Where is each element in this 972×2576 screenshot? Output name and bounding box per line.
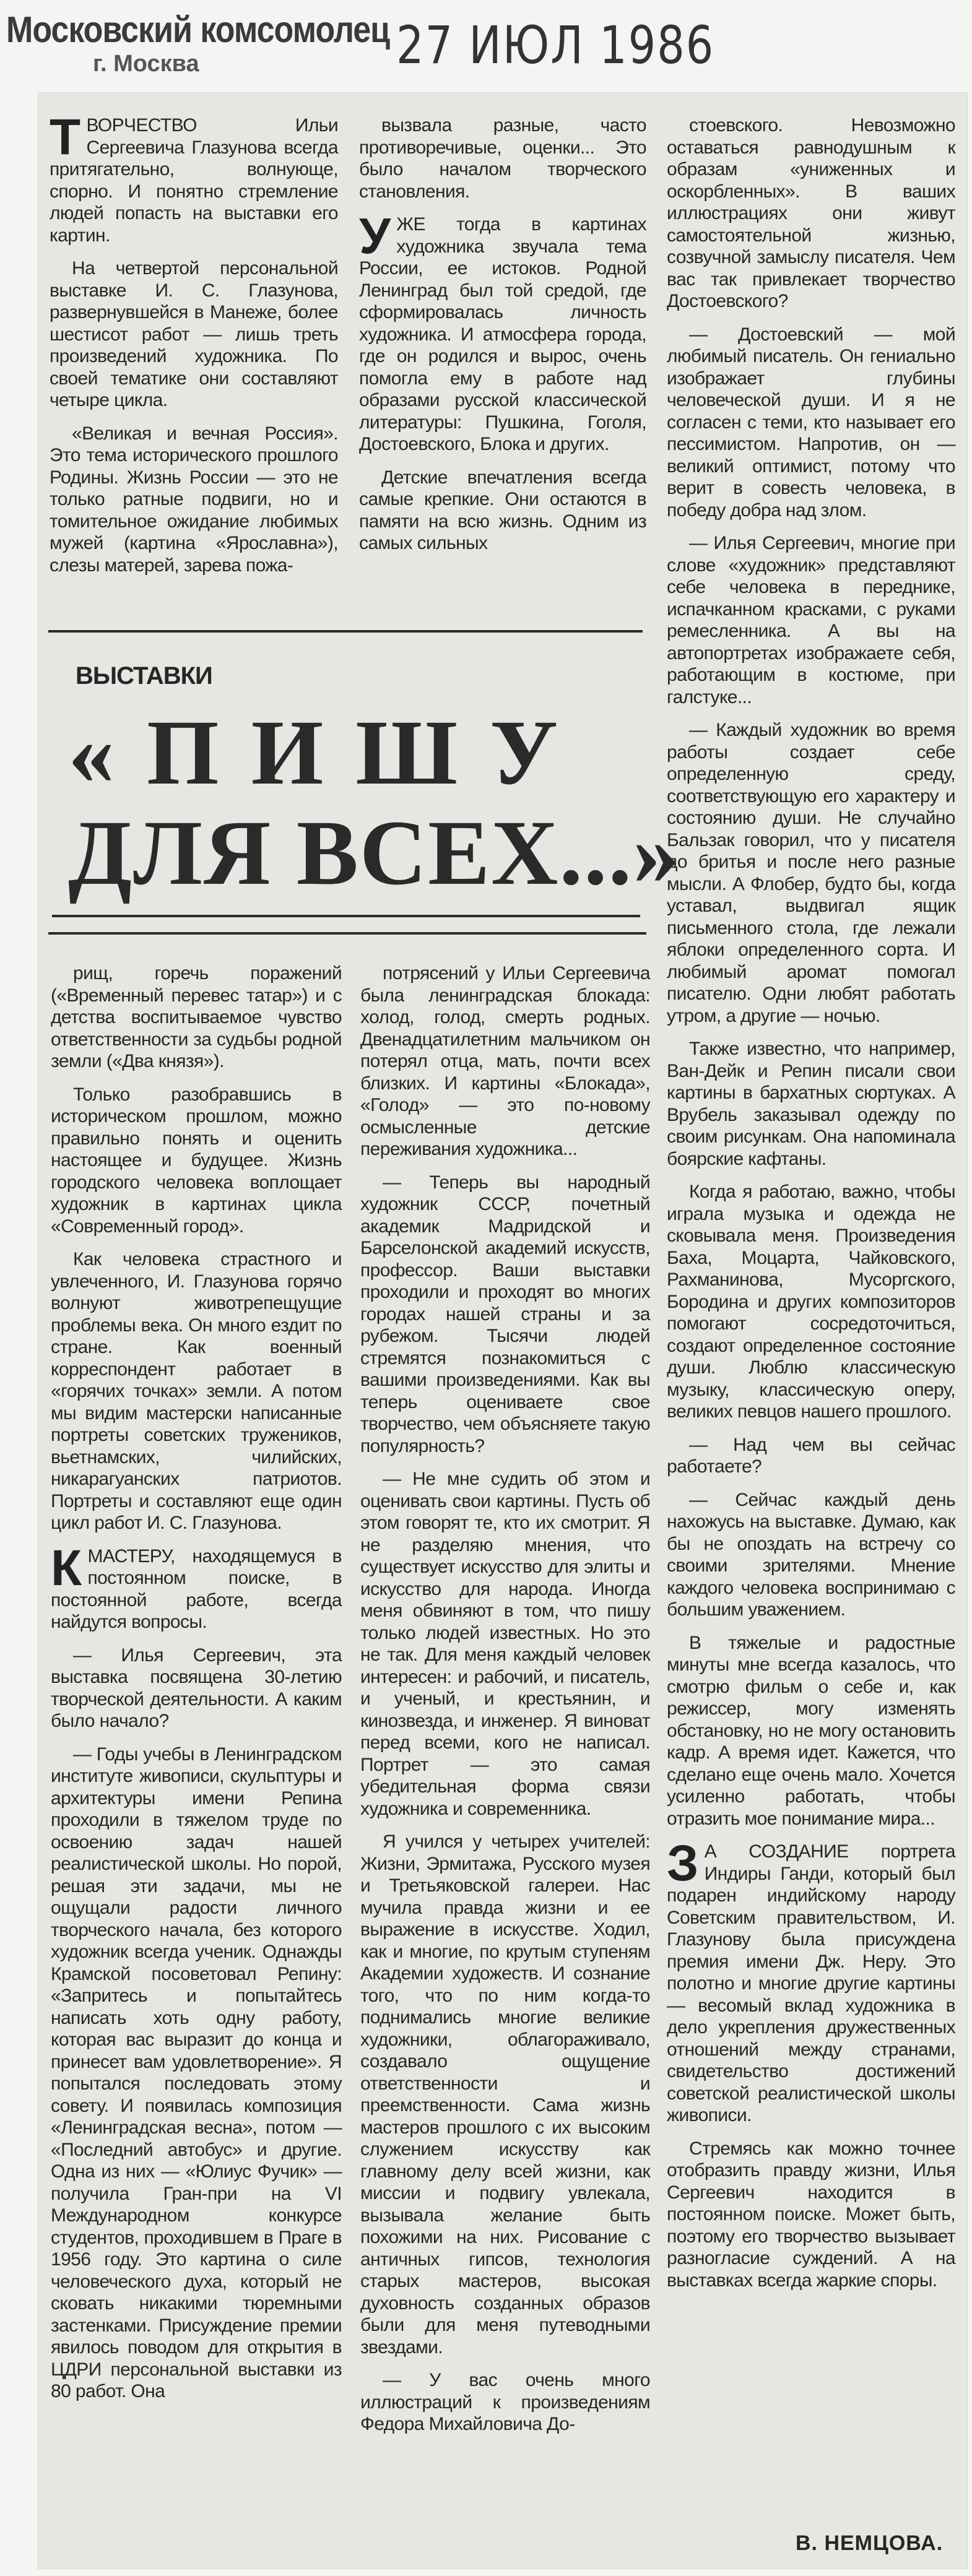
paragraph-text: Детские впечатления всегда самые крепкие. Они остаются в памяти на всю жизнь. Одним из самых сильных [359, 467, 646, 553]
article-paragraph [667, 1489, 955, 1621]
paragraph-text: На четвертой персональной выставке И. С. Глазунова, развернувшейся в Манеже, более шестисот работ — лишь треть произведений художника. По своей тематике они составляют четыре цикла. [50, 258, 338, 410]
section-rubric: ВЫСТАВКИ [76, 662, 212, 689]
article-paragraph [360, 1468, 650, 1820]
date-stamp: 27 ИЮЛ 1986 [396, 15, 715, 76]
article-paragraph [359, 115, 646, 202]
paragraph-text: «Великая и вечная Россия». Это тема исторического прошлого Родины. Жизнь России — это не только ратные подвиги, но и томительное ожидание любимых мужей (картина «Ярославна»), слезы матерей, зарева пожа- [50, 423, 338, 576]
paragraph-text: Также известно, что например, Ван-Дейк и Репин писали свои картины в бархатных сюртуках. А Врубель заказывал одежду по своим рисункам. Она напоминала боярские кафтаны. [667, 1039, 955, 1169]
article-paragraph [51, 1084, 342, 1238]
column-2-top [359, 115, 646, 566]
paragraph-text: — Не мне судить об этом и оценивать свои картины. Пусть об этом говорят те, кто их смотрит. Я не разделяю мнения, что существует искусство для элиты и искусство для народа. Иногда меня обвиняют в том, что пишу только людей известных. Но это не так. Для меня каждый человек интересен: и рабочий, и писатель, и ученый, и крестьянин, и кинозвезда, и инженер. Я виноват перед всеми, кого не написал. Портрет — это самая убедительная форма связи художника и современника. [360, 1469, 650, 1819]
paragraph-text: — Илья Сергеевич, эта выставка посвящена 30-летию творческой деятельности. А каким было начало? [51, 1645, 342, 1731]
article-paragraph [667, 115, 955, 313]
drop-cap: К [51, 1539, 82, 1596]
column-1-top [50, 109, 338, 587]
article-paragraph [667, 2138, 955, 2292]
article-paragraph [360, 962, 650, 1160]
article-paragraph [667, 1835, 955, 2127]
paragraph-text: — Над чем вы сейчас работаете? [667, 1434, 955, 1477]
article-paragraph [51, 1539, 342, 1633]
article-paragraph [51, 962, 342, 1073]
article-paragraph [359, 208, 646, 456]
paragraph-text: — Сейчас каждый день нахожусь на выставке. Думаю, как бы не опоздать на встречу со своими зрителями. Мнение каждого человека воспринимаю с большим уважением. [667, 1489, 955, 1620]
article-paragraph [667, 1632, 955, 1830]
column-2-bottom [360, 962, 650, 2447]
article-paragraph [51, 1248, 342, 1534]
article-paragraph [51, 1645, 342, 1732]
paragraph-text: — Годы учебы в Ленинградском институте живописи, скульптуры и архитектуры имени Репина проходили в тяжелом труде по освоению задач нашей реалистической школы. Но порой, решая эти задачи, мы не ощущали радости личного творческого начала, без которого художник всегда ученик. Однажды Крамской посоветовал Репину: «Запритесь и попытайтесь написать хоть одну работу, которая вас выразит до конца и принесет вам удовлетворение». Я попытался последовать этому совету. И появилась композиция «Ленинградская весна», потом — «Последний автобус» и другие. Одна из них — «Юлиус Фучик» — получила Гран-при на VI Международном конкурсе студентов, проходившем в Праге в 1956 году. Это картина о силе человеческого духа, который не сковать никакими тюремными застенками. Присуждение премии явилось поводом для открытия в ЦДРИ персональной выставки из 80 работ. Она [51, 1744, 342, 2401]
headline-line-1: «ПИШУ [68, 701, 591, 804]
paragraph-text: рищ, горечь поражений («Временный перевес татар») и с детства воспитываемое чувство ответственности за судьбы родной земли («Два князя»). [51, 963, 342, 1071]
paragraph-text: — Каждый художник во время работы создает себе определенную среду, соответствующую его характеру и состоянию души. Не случайно Бальзак говорил, что у писателя до бритья и после него разные мысли. А Флобер, будто бы, когда уставал, выдвигал ящик письменного стола, где лежали яблоки определенного сорта. И любимый аромат помогал писателю. Одни любят работать утром, а другие — ночью. [667, 720, 955, 1026]
paragraph-text: А СОЗДАНИЕ портрета Индиры Ганди, который был подарен индийскому народу Советским правительством, И. Глазунову была присуждена премия имени Дж. Неру. Это полотно и многие другие картины — весомый вклад художника в дело укрепления дружественных отношений между странами, свидетельство достижений советской реалистической школы живописи. [667, 1841, 955, 2125]
paragraph-text: Только разобравшись в историческом прошлом, можно правильно понять и оценить настоящее и будущее. Жизнь городского человека воплощает художник в картинах цикла «Современный город». [51, 1084, 342, 1237]
paragraph-text: потрясений у Ильи Сергеевича была ленинградская блокада: холод, голод, смерть родных. Двенадцатилетним мальчиком он потерял отца, мать, почти всех близких. И картины «Блокада», «Голод» — это по-новому осмысленные детские переживания художника... [360, 963, 650, 1159]
divider-rule [48, 630, 643, 633]
article-paragraph [50, 109, 338, 246]
paragraph-text: — У вас очень много иллюстраций к произведениям Федора Михайловича До- [360, 2370, 650, 2434]
drop-cap: З [667, 1835, 698, 1891]
paragraph-text: Когда я работаю, важно, чтобы играла музыка и одежда не сковывала меня. Произведения Баха, Моцарта, Чайковского, Рахманинова, Мусоргского, Бородина и других композиторов помогают сосредоточиться, создают определенное состояние души. Люблю классическую музыку, классическую оперу, великих певцов нашего прошлого. [667, 1182, 955, 1422]
article-paragraph [667, 1038, 955, 1170]
paragraph-text: В тяжелые и радостные минуты мне всегда казалось, что смотрю фильм о себе и, как режиссер, могу изменять обстановку, но не могу остановить кадр. А время идет. Кажется, что сделано еще очень мало. Хочется усиленно работать, чтобы отразить мое понимание мира... [667, 1632, 955, 1829]
paragraph-text: стоевского. Невозможно оставаться равнодушным к образам «униженных и оскорбленных». В ваших иллюстрациях они живут самостоятельной жизнью, созвучной замыслу писателя. Чем вас так привлекает творчество Достоевского? [667, 115, 955, 311]
newspaper-masthead: Московский комсомолец [6, 9, 390, 51]
article-paragraph [667, 1181, 955, 1423]
author-signature: В. НЕМЦОВА. [796, 2531, 944, 2555]
article-paragraph [360, 1172, 650, 1458]
article-paragraph [359, 467, 646, 555]
article-paragraph [51, 1744, 342, 2403]
article-paragraph [667, 719, 955, 1027]
column-1-bottom [51, 962, 342, 2414]
article-paragraph [50, 257, 338, 412]
paragraph-text: вызвала разные, часто противоречивые, оценки... Это было началом творческого становления. [359, 115, 646, 202]
paragraph-text: — Илья Сергеевич, многие при слове «художник» представляют себе человека в переднике, испачканном красками, с руками ремесленника. А вы на автопортретах изображаете себя, работающим в костюме, при галстуке... [667, 533, 955, 707]
article-paragraph [50, 423, 338, 577]
paragraph-text: — Теперь вы народный художник СССР, почетный академик Мадридской и Барселонской академий искусств, профессор. Ваши выставки проходили и проходят во многих городах нашей страны и за рубежом. Тысячи людей стремятся познакомиться с вашими произведениями. Как вы теперь оцениваете свое творчество, чем объясняете такую популярность? [360, 1172, 650, 1456]
paragraph-text: ВОРЧЕСТВО Ильи Сергеевича Глазунова всегда притягательно, волнующе, спорно. И понятно стремление людей попасть на выставки его картин. [50, 115, 338, 246]
column-3 [667, 115, 955, 2302]
paragraph-text: Стремясь как можно точнее отобразить правду жизни, Илья Сергеевич находится в постоянном поиске. Может быть, поэтому его творчество вызывает разногласие суждений. А на выставках всегда жаркие споры. [667, 2138, 955, 2291]
article-paragraph [667, 1434, 955, 1478]
divider-rule [52, 915, 640, 917]
paragraph-text: ЖЕ тогда в картинах художника звучала тема России, ее истоков. Родной Ленинград был той средой, где сформировалась личность художника. И атмосфера города, где он родился и вырос, очень помогла ему в работе над образами русской классической литературы: Пушкина, Гоголя, Достоевского, Блока и других. [359, 214, 646, 454]
article-paragraph [360, 2369, 650, 2436]
drop-cap: Т [50, 109, 80, 165]
paragraph-text: Как человека страстного и увлеченного, И. Глазунова горячо волнуют животрепещущие проблемы века. Он много ездит по стране. Как военный корреспондент работает в «горячих точках» земли. А потом мы видим мастерски написанные портреты советских тружеников, вьетнамских, чилийских, никарагуанских патриотов. Портреты и составляют еще один цикл работ И. С. Глазунова. [51, 1249, 342, 1533]
city-label: г. Москва [93, 51, 199, 77]
divider-rule [48, 932, 646, 935]
article-paragraph [667, 324, 955, 522]
article-paragraph [360, 1831, 650, 2358]
article-paragraph [667, 532, 955, 708]
headline-line-2: ДЛЯ ВСЕХ...» [68, 802, 681, 904]
drop-cap: У [359, 208, 391, 264]
paragraph-text: Я учился у четырех учителей: Жизни, Эрмитажа, Русского музея и Третьяковской галереи. Нас мучила правда жизни и ее выражение в искусстве. Ходил, как и многие, по крутым ступеням Академии художеств. И сознание того, что по ним когда-то поднимались многие великие художники, облагораживало, создавало ощущение ответственности и преемственности. Сама жизнь мастеров прошлого с их высоким служением искусству как главному делу всей жизни, как миссии и подвигу увлекала, вызывала желание быть похожими на них. Рисование с античных гипсов, технология старых мастеров, высокая духовность созданных образов были для меня путеводными звездами. [360, 1831, 650, 2358]
paragraph-text: — Достоевский — мой любимый писатель. Он гениально изображает глубины человеческой души. И я не согласен с теми, кто называет его пессимистом. Напротив, он — великий оптимист, потому что верит в совесть человека, в победу добра над злом. [667, 324, 955, 521]
paragraph-text: МАСТЕРУ, находящемуся в постоянном поиске, в постоянной работе, всегда найдутся вопросы. [51, 1545, 342, 1632]
